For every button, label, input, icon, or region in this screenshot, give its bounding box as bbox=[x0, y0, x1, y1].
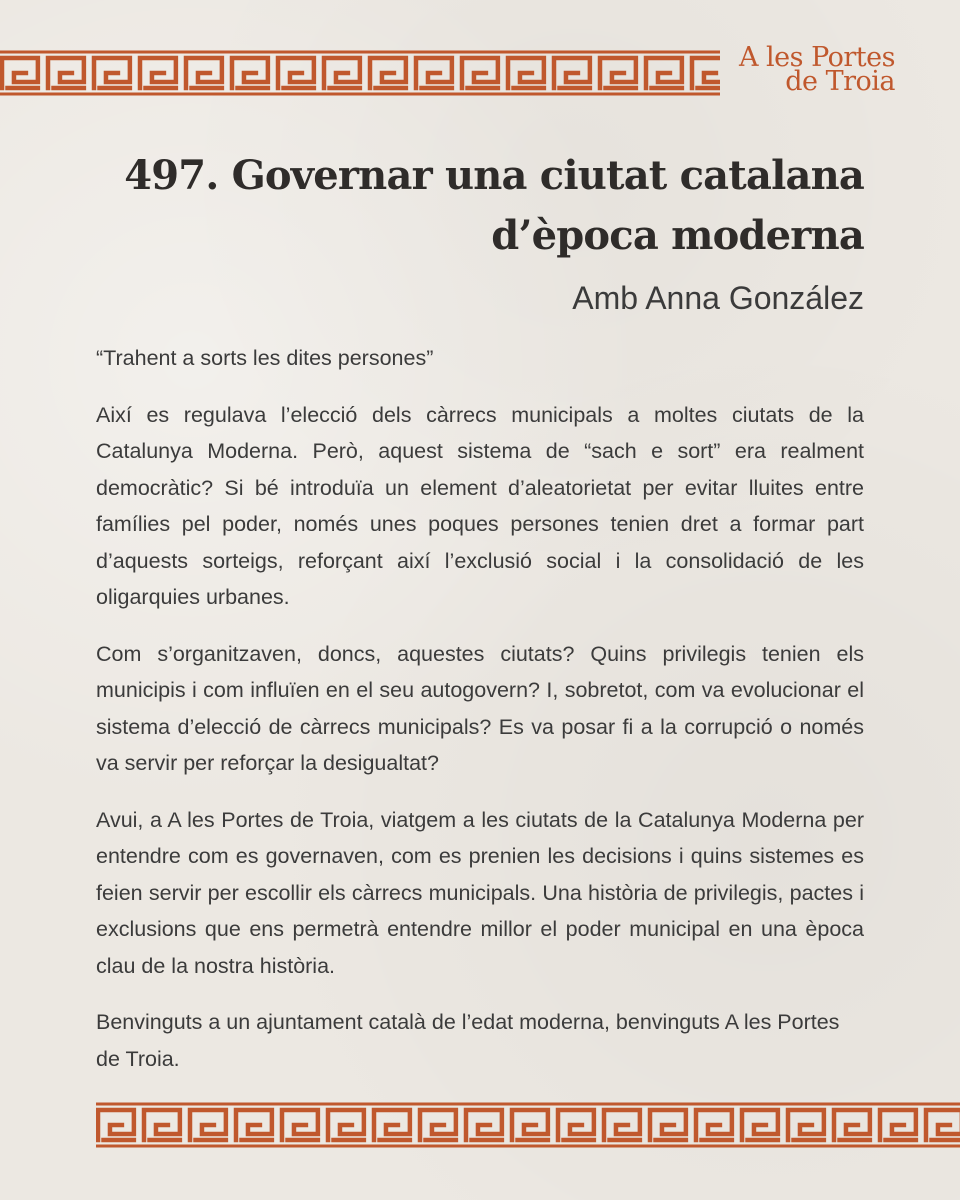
paragraph-3: Avui, a A les Portes de Troia, viatgem a les ciutats de la Catalunya Moderna per entendre com es governaven, com es prenien les decisions i quins sistemes es feien servir per escollir els càrrecs municipals. Una història de privilegis, pactes i exclusions que ens permetrà entendre millor el poder municipal en una època clau de la nostra història. bbox=[96, 807, 864, 978]
author-byline: Amb Anna González bbox=[572, 280, 864, 316]
greek-meander-border-bottom bbox=[96, 1102, 960, 1148]
logo-line-2: de Troia bbox=[785, 66, 895, 97]
title-line-2: d’època moderna bbox=[491, 212, 864, 259]
title-line-1: 497. Governar una ciutat catalana bbox=[124, 152, 864, 199]
paragraph-1: Així es regulava l’elecció dels càrrecs municipals a moltes ciutats de la Catalunya Moderna. Però, aquest sistema de “sach e sort” era realment democràtic? Si bé introduïa un element d’aleatorietat per evitar lluites entre famílies pel poder, només unes poques persones tenien dret a formar part d’aquests sorteigs, reforçant així l’exclusió social i la consolidació de les oligarquies urbanes. bbox=[96, 402, 864, 609]
logo bbox=[735, 42, 895, 97]
paragraph-4: Benvinguts a un ajuntament català de l’edat moderna, benvinguts A les Portes de Troia. bbox=[96, 1010, 840, 1071]
quote-line: “Trahent a sorts les dites persones” bbox=[96, 346, 434, 370]
body-text bbox=[96, 340, 864, 1097]
paragraph-2: Com s’organitzaven, doncs, aquestes ciutats? Quins privilegis tenien els municipis i com influïen en el seu autogovern? I, sobretot, com va evolucionar el sistema d’elecció de càrrecs municipals? Es va posar fi a la corrupció o només va servir per reforçar la desigualtat? bbox=[96, 641, 864, 775]
logo-line-1: A les Portes bbox=[738, 42, 895, 73]
greek-meander-border-top bbox=[0, 50, 720, 96]
episode-title bbox=[96, 146, 864, 266]
